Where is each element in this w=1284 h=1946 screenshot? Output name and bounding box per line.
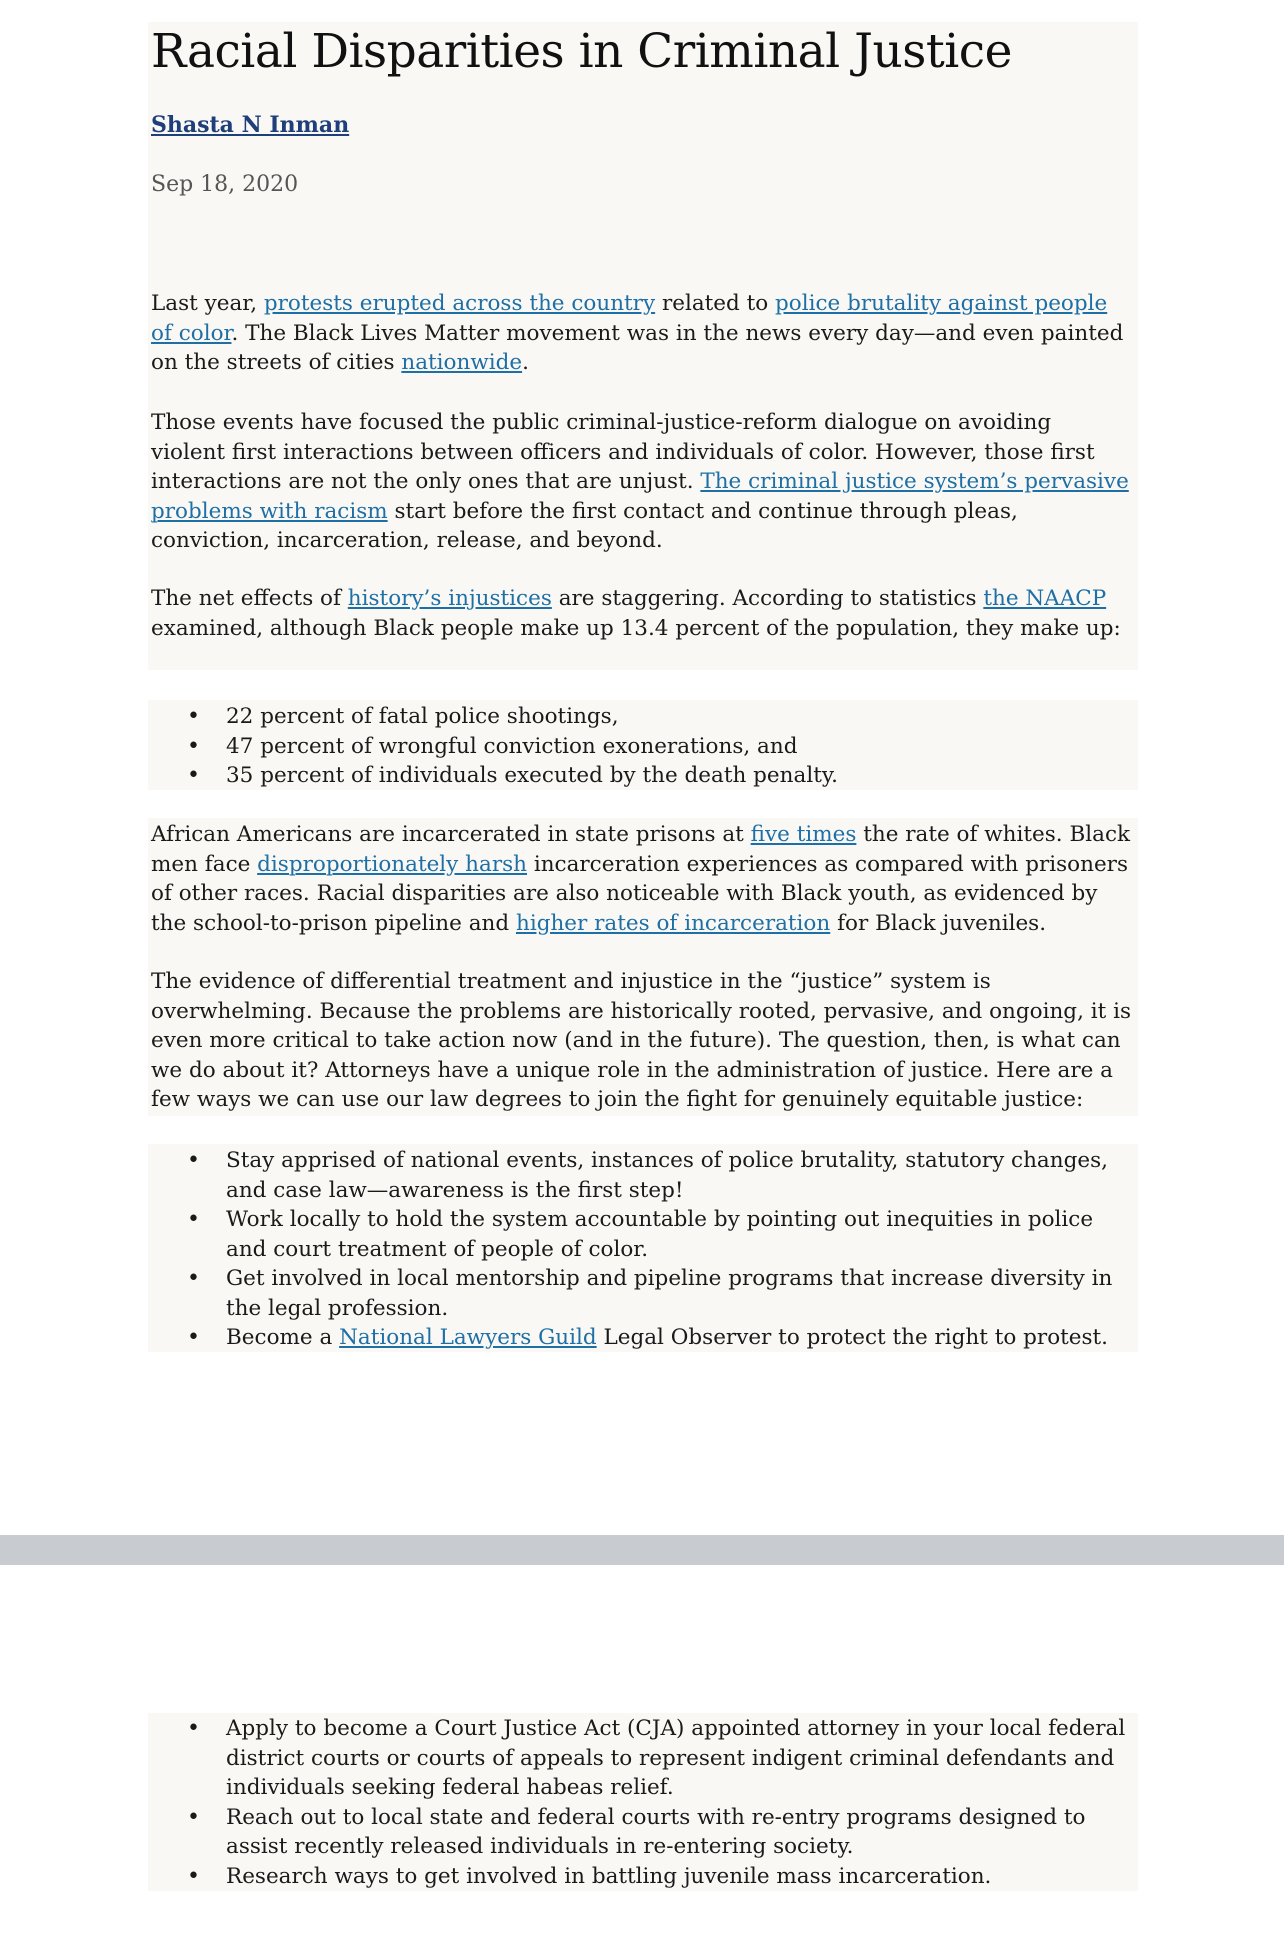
link-higher-rates[interactable]: higher rates of incarceration <box>515 910 831 936</box>
paragraph-incarceration: African Americans are incarcerated in state prisons at five times the rate of whites. Black men face disproportionately harsh incarceration experiences as compared with prisoners of other races. Racial disparities are also noticeable with Black youth, as evidenced by the school-to-prison pipeline and higher rates of incarceration for Black juveniles. <box>151 822 1131 936</box>
actions-list <box>151 1146 1136 1353</box>
list-item: • Research ways to get involved in battling juvenile mass incarceration. <box>151 1862 1136 1892</box>
list-item: • Work locally to hold the system accountable by pointing out inequities in police and court treatment of people of color. <box>151 1205 1136 1264</box>
publish-date: Sep 18, 2020 <box>151 172 299 197</box>
link-naacp[interactable]: the NAACP <box>983 586 1107 611</box>
link-five-times[interactable]: five times <box>750 822 857 847</box>
link-police-brutality[interactable]: police brutality against people of color <box>151 291 1108 346</box>
page-break-divider <box>0 1535 1284 1565</box>
actions-list-continued <box>151 1714 1136 1891</box>
author-link[interactable]: Shasta N Inman <box>151 112 350 138</box>
article-title: Racial Disparities in Criminal Justice <box>151 24 1012 79</box>
list-item: • Apply to become a Court Justice Act (CJA) appointed attorney in your local federal district courts or courts of appeals to represent indigent criminal defendants and individuals seeking federal habeas relief. <box>151 1714 1136 1803</box>
list-item: • Reach out to local state and federal courts with re-entry programs designed to assist recently released individuals in re-entering society. <box>151 1803 1136 1862</box>
list-item: • 35 percent of individuals executed by the death penalty. <box>151 761 1136 791</box>
list-item: • Stay apprised of national events, instances of police brutality, statutory changes, and case law—awareness is the first step! <box>151 1146 1136 1205</box>
link-disproportionately-harsh[interactable]: disproportionately harsh <box>257 851 527 877</box>
list-item: • Become a National Lawyers Guild Legal Observer to protect the right to protest. <box>151 1323 1136 1353</box>
link-pervasive-problems[interactable]: The criminal justice system’s pervasive problems with racism <box>151 469 1129 524</box>
link-national-lawyers-guild[interactable]: National Lawyers Guild <box>339 1325 597 1350</box>
paragraph-intro: Last year, protests erupted across the country related to police brutality against people of color. The Black Lives Matter movement was in the news every day—and even painted on the streets of cities nationwide. <box>151 291 1124 375</box>
paragraph-events: Those events have focused the public criminal-justice-reform dialogue on avoiding violent first interactions between officers and individuals of color. However, those first interactions are not the only ones that are unjust. The criminal justice system’s pervasive problems with racism start before the first contact and continue through pleas, conviction, incarceration, release, and beyond. <box>151 410 1129 553</box>
list-item: • 47 percent of wrongful conviction exonerations, and <box>151 732 1136 762</box>
link-protests[interactable]: protests erupted across the country <box>263 291 656 316</box>
stats-list <box>151 702 1136 791</box>
paragraph-evidence: The evidence of differential treatment and injustice in the “justice” system is overwhelming. Because the problems are historically rooted, pervasive, and ongoing, it is even more critical to take action now (and in the future). The question, then, is what can we do about it? Attorneys have a unique role in the administration of justice. Here are a few ways we can use our law degrees to join the fight for genuinely equitable justice: <box>151 969 1132 1112</box>
link-nationwide[interactable]: nationwide <box>401 350 523 375</box>
paragraph-net-effects: The net effects of history’s injustices are staggering. According to statistics the NAACP examined, although Black people make up 13.4 percent of the population, they make up: <box>151 586 1121 641</box>
list-item: • 22 percent of fatal police shootings, <box>151 702 1136 732</box>
list-item: • Get involved in local mentorship and pipeline programs that increase diversity in the legal profession. <box>151 1264 1136 1323</box>
link-histories-injustices[interactable]: history’s injustices <box>347 586 552 611</box>
